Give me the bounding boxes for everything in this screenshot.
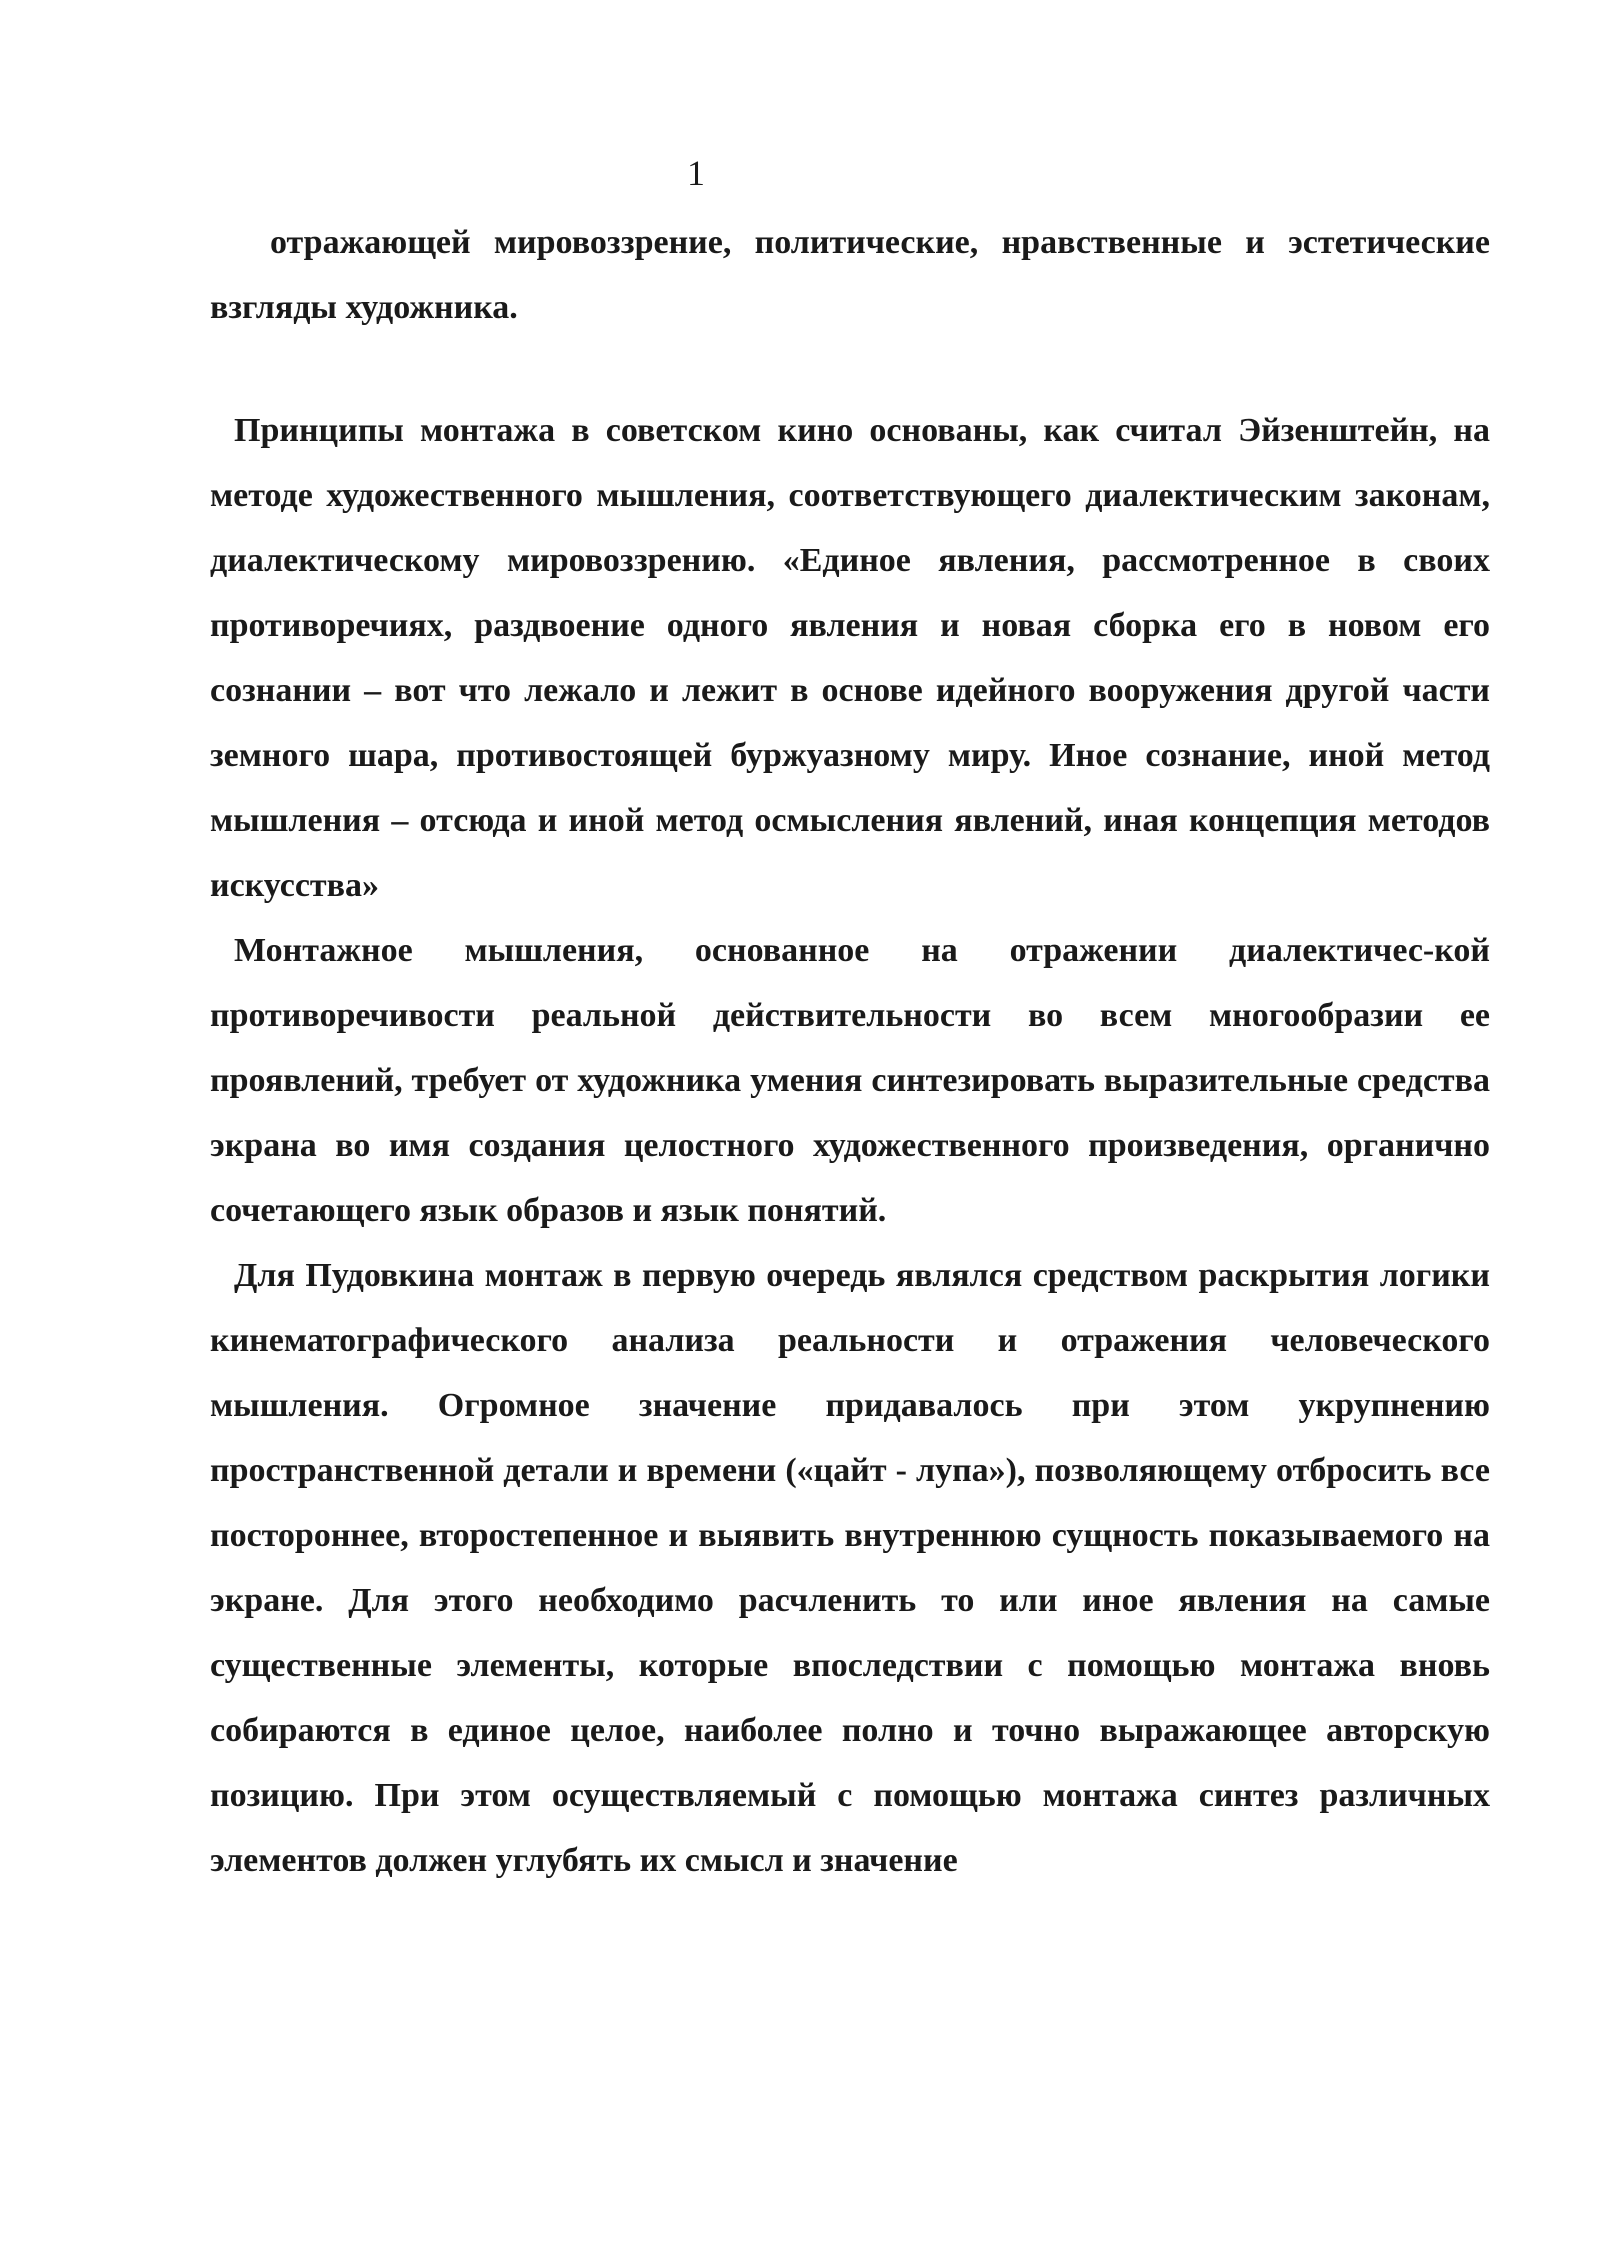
document-body bbox=[210, 398, 1490, 1893]
paragraph-eisenstein: Принципы монтажа в советском кино основаны, как считал Эйзенштейн, на методе художественного мышления, соответствующего диалектическим законам, диалектическому мировоззрению. «Единое явления, рассмотренное в своих противоречиях, раздвоение одного явления и новая сборка его в новом его сознании – вот что лежало и лежит в основе идейного вооружения другой части земного шара, противостоящей буржуазному миру. Иное сознание, иной метод мышления – отсюда и иной метод осмысления явлений, иная концепция методов искусства» bbox=[210, 412, 1490, 904]
paragraph-continuation: отражающей мировоззрение, политические, нравственные и эстетические взгляды художника. bbox=[210, 224, 1490, 326]
paragraph-pudovkin: Для Пудовкина монтаж в первую очередь являлся средством раскрытия логики кинематографического анализа реальности и отражения человеческого мышления. Огромное значение придавалось при этом укрупнению пространственной детали и времени («цайт - лупа»), позволяющему отбросить все постороннее, второстепенное и выявить внутреннюю сущность показываемого на экране. Для этого необходимо расчленить то или иное явления на самые существенные элементы, которые впоследствии с помощью монтажа вновь собираются в единое целое, наиболее полно и точно выражающее авторскую позицию. При этом осуществляемый с помощью монтажа синтез различных элементов должен углубять их смысл и значение bbox=[210, 1257, 1490, 1879]
page-number: 1 bbox=[687, 153, 705, 193]
paragraph-montage-thinking: Монтажное мышления, основанное на отражении диалектичес-кой противоречивости реальной действительности во всем многообразии ее проявлений, требует от художника умения синтезировать выразительные средства экрана во имя создания целостного художественного произведения, органично сочетающего язык образов и язык понятий. bbox=[210, 932, 1490, 1229]
document-body-top bbox=[210, 210, 1490, 340]
